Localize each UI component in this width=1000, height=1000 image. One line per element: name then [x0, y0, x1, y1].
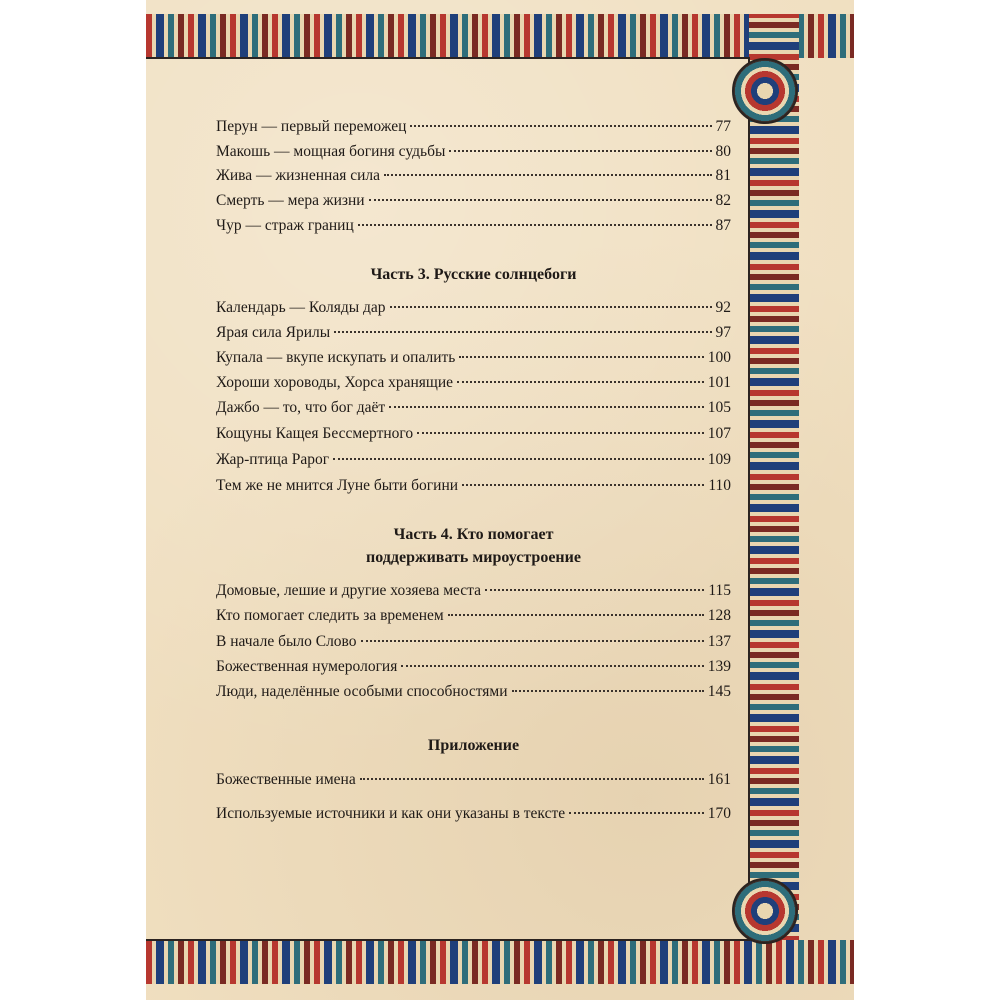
part3-heading: Часть 3. Русские солнцебоги: [370, 266, 577, 283]
toc-entry-title: Хороши хороводы, Хорса хранящие: [216, 374, 454, 391]
toc-entry[interactable]: [216, 476, 731, 496]
leader-dots: [333, 458, 704, 460]
toc-entry-page: 80: [715, 143, 731, 160]
toc-entry-page: 139: [707, 658, 731, 675]
leader-dots: [384, 174, 712, 176]
toc-entry[interactable]: [216, 581, 731, 601]
toc-entry-page: 77: [715, 118, 731, 135]
toc-entry-page: 100: [707, 349, 731, 366]
leader-dots: [462, 484, 704, 486]
appendix-heading: Приложение: [427, 737, 520, 754]
toc-entry-title: Жива — жизненная сила: [216, 167, 380, 184]
toc-entry[interactable]: [216, 348, 731, 368]
toc-entry-title: Кощуны Кащея Бессмертного: [216, 425, 414, 442]
border-line: [146, 57, 750, 59]
leader-dots: [512, 690, 704, 692]
leader-dots: [459, 356, 703, 358]
toc-entry[interactable]: [216, 142, 731, 162]
toc-entry-title: Люди, наделённые особыми способностями: [216, 683, 508, 700]
toc-entry-title: Смерть — мера жизни: [216, 192, 365, 209]
ornamental-border-top: [146, 14, 854, 58]
part4-heading-line2: поддерживать мироустроение: [366, 549, 581, 566]
toc-entry-title: Чур — страж границ: [216, 217, 354, 234]
ornamental-border-right: [749, 14, 799, 984]
toc-entry-page: 110: [708, 477, 731, 494]
toc-entry[interactable]: [216, 298, 731, 318]
toc-entry-page: 115: [708, 582, 731, 599]
toc-entry-title: Перун — первый переможец: [216, 118, 407, 135]
toc-entry-title: Купала — вкупе искупать и опалить: [216, 349, 456, 366]
toc-entry-page: 109: [707, 451, 731, 468]
toc-entry-page: 97: [715, 324, 731, 341]
part4-heading-line1: Часть 4. Кто помогает: [393, 526, 554, 543]
toc-entry[interactable]: [216, 166, 731, 186]
toc-entry-page: 137: [707, 633, 731, 650]
toc-entry[interactable]: [216, 682, 731, 702]
toc-entry-title: Домовые, лешие и другие хозяева места: [216, 582, 482, 599]
toc-entry-page: 87: [715, 217, 731, 234]
toc-entry[interactable]: [216, 323, 731, 343]
toc-entry-page: 107: [707, 425, 731, 442]
toc-entry[interactable]: [216, 632, 731, 652]
toc-entry[interactable]: [216, 191, 731, 211]
toc-entry[interactable]: [216, 117, 731, 137]
leader-dots: [360, 778, 704, 780]
leader-dots: [410, 125, 711, 127]
leader-dots: [457, 381, 704, 383]
toc-entry[interactable]: [216, 373, 731, 393]
leader-dots: [369, 199, 712, 201]
leader-dots: [361, 640, 704, 642]
toc-entry-page: 170: [707, 805, 731, 822]
toc-entry-title: Макошь — мощная богиня судьбы: [216, 143, 446, 160]
toc-entry-title: Тем же не мнится Луне быти богини: [216, 477, 459, 494]
leader-dots: [449, 150, 711, 152]
ornamental-border-bottom: [146, 940, 854, 984]
leader-dots: [485, 589, 704, 591]
leader-dots: [358, 224, 712, 226]
toc-entry-title: Используемые источники и как они указаны в тексте: [216, 805, 566, 822]
toc-entry-title: Календарь — Коляды дар: [216, 299, 386, 316]
toc-entry-title: Жар-птица Рарог: [216, 451, 330, 468]
toc-entry-page: 105: [707, 399, 731, 416]
toc-entry-title: Ярая сила Ярилы: [216, 324, 331, 341]
toc-entry-page: 81: [715, 167, 731, 184]
toc-entry-title: В начале было Слово: [216, 633, 357, 650]
toc-entry[interactable]: [216, 657, 731, 677]
toc-entry-page: 101: [707, 374, 731, 391]
leader-dots: [334, 331, 711, 333]
toc-entry-page: 92: [715, 299, 731, 316]
book-page: [146, 0, 854, 1000]
toc-entry-title: Божественная нумерология: [216, 658, 398, 675]
border-line: [146, 939, 750, 941]
toc-entry[interactable]: [216, 770, 731, 790]
leader-dots: [390, 306, 712, 308]
toc-entry[interactable]: [216, 450, 731, 470]
leader-dots: [401, 665, 703, 667]
toc-entry[interactable]: [216, 398, 731, 418]
leader-dots: [569, 812, 704, 814]
toc-entry[interactable]: [216, 804, 731, 824]
toc-entry[interactable]: [216, 424, 731, 444]
toc-entry-title: Кто помогает следить за временем: [216, 607, 444, 624]
toc-entry-page: 82: [715, 192, 731, 209]
toc-entry[interactable]: [216, 606, 731, 626]
toc-entry-title: Божественные имена: [216, 771, 356, 788]
border-line: [748, 57, 750, 941]
corner-ornament-bottom: [732, 878, 798, 944]
toc-entry-title: Дажбо — то, что бог даёт: [216, 399, 386, 416]
toc-entry[interactable]: [216, 216, 731, 236]
leader-dots: [417, 432, 704, 434]
corner-ornament-top: [732, 58, 798, 124]
leader-dots: [389, 406, 704, 408]
toc-entry-page: 145: [707, 683, 731, 700]
toc-entry-page: 161: [707, 771, 731, 788]
leader-dots: [448, 614, 704, 616]
toc-entry-page: 128: [707, 607, 731, 624]
